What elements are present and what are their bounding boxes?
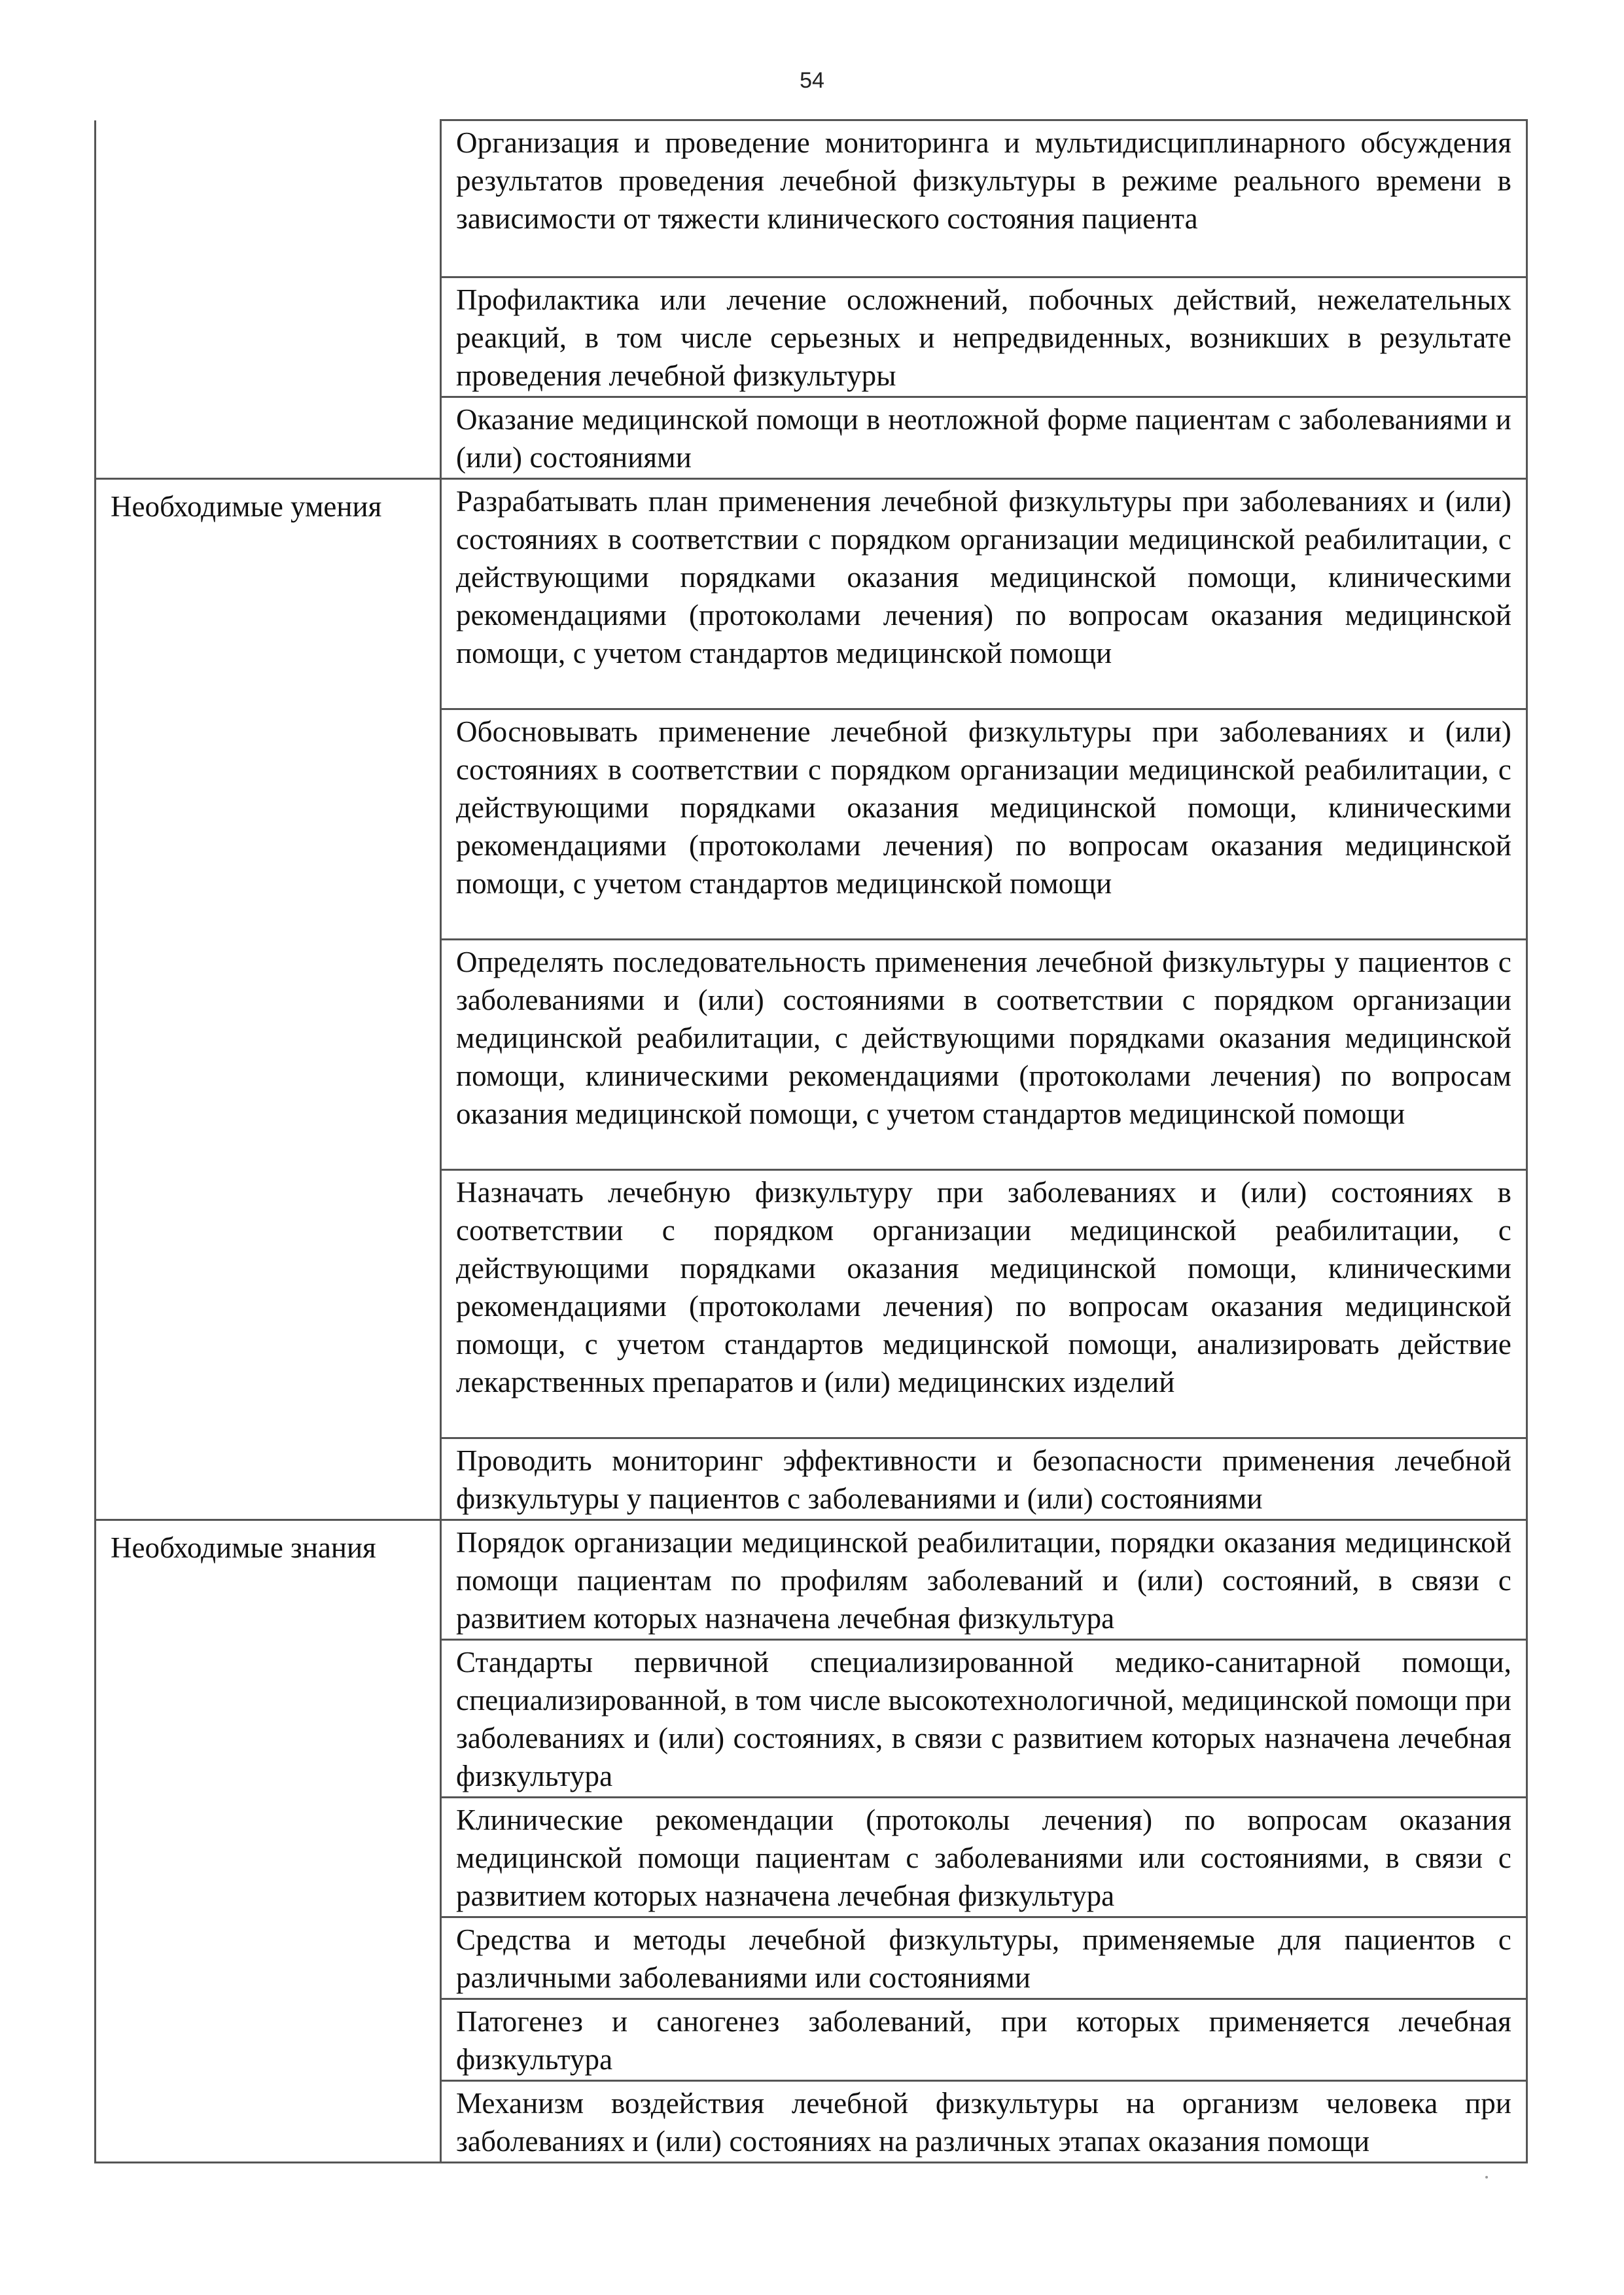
cell-text: Профилактика или лечение осложнений, побочных действий, нежелательных реакций, в том числе серьезных и непредвиденных, возникших в результате проведения лечебной физкультуры xyxy=(456,283,1511,392)
cell-text: Разрабатывать план применения лечебной физкультуры при заболеваниях и (или) состояниях в соответствии с порядком организации медицинской реабилитации, с действующими порядками оказания медицинской помощи, клиническими рекомендациями (протоколами лечения) по вопросам оказания медицинской помощи, с учетом стандартов медицинской помощи xyxy=(456,485,1511,669)
skills-label: Необходимые умения xyxy=(111,490,382,523)
cell-text: Организация и проведение мониторинга и мультидисциплинарного обсуждения результатов проведения лечебной физкультуры в режиме реального времени в зависимости от тяжести клинического состояния пациента xyxy=(456,126,1511,235)
scan-speck xyxy=(1485,2176,1488,2179)
empty-label-cell xyxy=(96,1798,441,1917)
table-row xyxy=(96,940,1527,1170)
cell-text: Клинические рекомендации (протоколы лечения) по вопросам оказания медицинской помощи пациентам с заболеваниями или состояниями, в связи с развитием которых назначена лечебная физкультура xyxy=(456,1804,1511,1912)
cell-text: Определять последовательность применения лечебной физкультуры у пациентов с заболеваниями и (или) состояниями в соответствии с порядком организации медицинской реабилитации, с действующими порядками оказания медицинской помощи, клиническими рекомендациями (протоколами лечения) по вопросам оказания медицинской помощи, с учетом стандартов медицинской помощи xyxy=(456,946,1511,1130)
table-row xyxy=(96,1438,1527,1520)
empty-label-cell xyxy=(96,1640,441,1798)
table-row xyxy=(96,120,1527,277)
table-cell xyxy=(441,1520,1527,1640)
empty-label-cell xyxy=(96,1999,441,2081)
table-row xyxy=(96,1999,1527,2081)
table-row xyxy=(96,2081,1527,2163)
cell-text: Средства и методы лечебной физкультуры, применяемые для пациентов с различными заболеваниями или состояниями xyxy=(456,1923,1511,1994)
empty-label-cell xyxy=(96,1917,441,1999)
cell-text: Порядок организации медицинской реабилитации, порядки оказания медицинской помощи пациентам по профилям заболеваний и (или) состояний, в связи с развитием которых назначена лечебная физкультура xyxy=(456,1526,1511,1635)
cell-text: Назначать лечебную физкультуру при заболеваниях и (или) состояниях в соответствии с порядком организации медицинской реабилитации, с действующими порядками оказания медицинской помощи, клиническими рекомендациями (протоколами лечения) по вопросам оказания медицинской помощи, с учетом стандартов медицинской помощи, анализировать действие лекарственных препаратов и (или) медицинских изделий xyxy=(456,1176,1511,1398)
table-cell xyxy=(441,940,1527,1170)
empty-label-cell xyxy=(96,1438,441,1520)
table-row xyxy=(96,277,1527,397)
empty-label-cell xyxy=(96,397,441,479)
empty-label-cell xyxy=(96,277,441,397)
cell-text: Обосновывать применение лечебной физкультуры при заболеваниях и (или) состояниях в соответствии с порядком организации медицинской реабилитации, с действующими порядками оказания медицинской помощи, клиническими рекомендациями (протоколами лечения) по вопросам оказания медицинской помощи, с учетом стандартов медицинской помощи xyxy=(456,715,1511,900)
table-cell xyxy=(441,1640,1527,1798)
table-row xyxy=(96,1170,1527,1438)
table-cell xyxy=(441,397,1527,479)
table-row xyxy=(96,1520,1527,1640)
competency-table xyxy=(94,119,1528,2163)
empty-label-cell xyxy=(96,120,441,277)
table-cell xyxy=(441,1438,1527,1520)
cell-text: Стандарты первичной специализированной медико-санитарной помощи, специализированной, в том числе высокотехнологичной, медицинской помощи при заболеваниях и (или) состояниях, в связи с развитием которых назначена лечебная физкультура xyxy=(456,1646,1511,1792)
cell-text: Патогенез и саногенез заболеваний, при которых применяется лечебная физкультура xyxy=(456,2005,1511,2076)
group-label-cell xyxy=(96,479,441,709)
table-cell xyxy=(441,2081,1527,2163)
empty-label-cell xyxy=(96,1170,441,1438)
cell-text: Проводить мониторинг эффективности и безопасности применения лечебной физкультуры у пациентов с заболеваниями и (или) состояниями xyxy=(456,1444,1511,1515)
table-row xyxy=(96,1640,1527,1798)
table-row xyxy=(96,1798,1527,1917)
table-cell xyxy=(441,1798,1527,1917)
table-cell xyxy=(441,120,1527,277)
table-cell xyxy=(441,709,1527,940)
empty-label-cell xyxy=(96,709,441,940)
page-number: 54 xyxy=(800,68,824,93)
table-row xyxy=(96,397,1527,479)
group-label-cell xyxy=(96,1520,441,1640)
cell-text: Механизм воздействия лечебной физкультуры на организм человека при заболеваниях и (или) состояниях на различных этапах оказания помощи xyxy=(456,2087,1511,2158)
empty-label-cell xyxy=(96,940,441,1170)
knowledge-label: Необходимые знания xyxy=(111,1531,376,1564)
table-cell xyxy=(441,479,1527,709)
table-row xyxy=(96,709,1527,940)
table-row xyxy=(96,1917,1527,1999)
table-row xyxy=(96,479,1527,709)
table-cell xyxy=(441,1999,1527,2081)
empty-label-cell xyxy=(96,2081,441,2163)
table-cell xyxy=(441,277,1527,397)
cell-text: Оказание медицинской помощи в неотложной форме пациентам с заболеваниями и (или) состояниями xyxy=(456,403,1511,474)
table-cell xyxy=(441,1917,1527,1999)
table-cell xyxy=(441,1170,1527,1438)
